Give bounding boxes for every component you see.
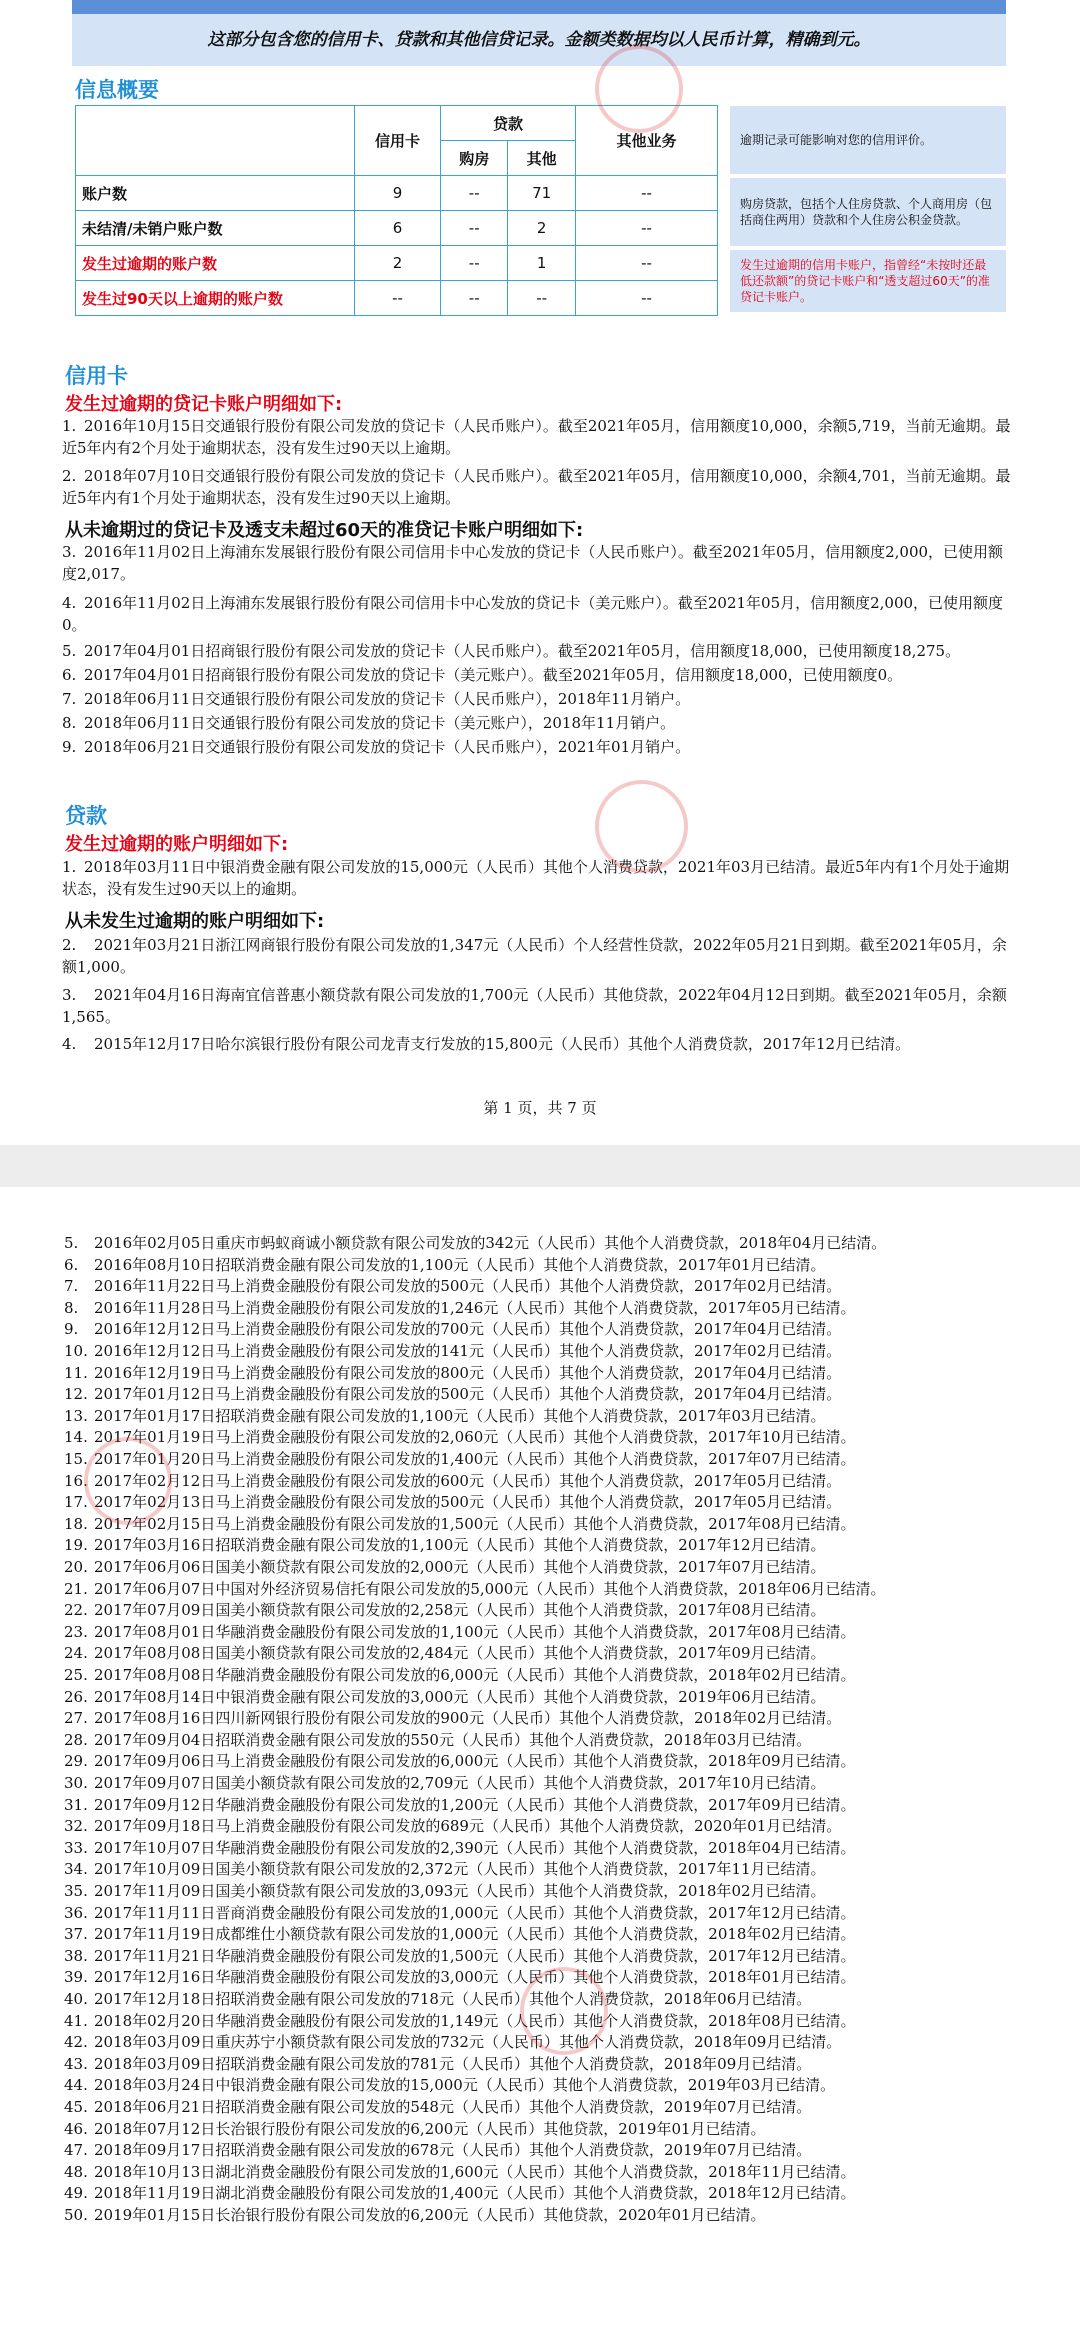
corner-cell (76, 106, 355, 176)
cell-other: 71 (508, 176, 576, 211)
item-text: 2018年06月21日交通银行股份有限公司发放的贷记卡（人民币账户），2021年01月销户。 (84, 738, 691, 756)
list-item (64, 1924, 1044, 1944)
list-item (64, 1643, 1044, 1663)
item-number: 8. (62, 714, 77, 732)
item-number: 21. (64, 1579, 88, 1598)
item-number: 38. (64, 1946, 88, 1965)
loan-section-title: 贷款 (65, 804, 107, 828)
item-text: 2015年12月17日哈尔滨银行股份有限公司龙青支行发放的15,800元（人民币）其他个人消费贷款，2017年12月已结清。 (94, 1035, 911, 1053)
item-number: 32. (64, 1817, 88, 1836)
list-item (64, 1795, 1044, 1815)
item-number: 9. (64, 1320, 79, 1339)
item-number: 36. (64, 1903, 88, 1922)
item-number: 18. (64, 1514, 88, 1533)
item-number: 27. (64, 1709, 88, 1728)
list-item (64, 1881, 1044, 1901)
list-item (64, 1319, 1044, 1339)
list-item (62, 592, 1012, 636)
item-number: 23. (64, 1622, 88, 1641)
list-item (64, 1514, 1044, 1534)
list-item (64, 1708, 1044, 1728)
report-page-2 (0, 1187, 1080, 2340)
cell-cc: 2 (355, 246, 441, 281)
cell-ob: -- (575, 281, 717, 316)
item-text: 2016年02月05日重庆市蚂蚁商诚小额贷款有限公司发放的342元（人民币）其他个人消费贷款，2018年04月已结清。 (94, 1234, 887, 1252)
list-item (62, 1033, 1012, 1055)
report-page-1 (0, 0, 1080, 1145)
item-text: 2018年03月09日招联消费金融有限公司发放的781元（人民币）其他个人消费贷款，2018年09月已结清。 (94, 2054, 812, 2073)
item-number: 1. (62, 858, 77, 876)
cell-other: 1 (508, 246, 576, 281)
cell-house: -- (441, 281, 508, 316)
item-text: 2017年11月09日国美小额贷款有限公司发放的3,093元（人民币）其他个人消费贷款，2018年02月已结清。 (94, 1882, 826, 1900)
item-number: 4. (62, 594, 77, 612)
list-item (64, 2075, 1044, 2095)
list-item (64, 1946, 1044, 1966)
item-number: 5. (64, 1234, 79, 1252)
item-text: 2018年02月20日华融消费金融股份有限公司发放的1,149元（人民币）其他个人消费贷款，2018年08月已结清。 (94, 2011, 856, 2030)
summary-title: 信息概要 (75, 78, 159, 102)
item-text: 2018年06月21日招联消费金融有限公司发放的548元（人民币）其他个人消费贷款，2019年07月已结清。 (94, 2098, 812, 2116)
list-item (64, 1903, 1044, 1923)
list-item (64, 1276, 1044, 1296)
list-item (64, 1816, 1044, 1836)
item-text: 2017年01月20日马上消费金融股份有限公司发放的1,400元（人民币）其他个人消费贷款，2017年07月已结清。 (94, 1450, 856, 1468)
cell-cc: -- (355, 281, 441, 316)
item-text: 2016年12月19日马上消费金融股份有限公司发放的800元（人民币）其他个人消费贷款，2017年04月已结清。 (94, 1363, 842, 1382)
list-item (64, 1298, 1044, 1318)
item-number: 28. (64, 1730, 88, 1749)
item-text: 2016年11月02日上海浦东发展银行股份有限公司信用卡中心发放的贷记卡（美元账户）。截至2021年05月，信用额度2,000，已使用额度0。 (62, 594, 1004, 634)
cell-ob: -- (575, 176, 717, 211)
item-text: 2018年10月13日湖北消费金融股份有限公司发放的1,600元（人民币）其他个人消费贷款，2018年11月已结清。 (94, 2162, 856, 2181)
list-item (62, 688, 1012, 710)
item-number: 45. (64, 2098, 88, 2116)
item-text: 2018年06月11日交通银行股份有限公司发放的贷记卡（美元账户），2018年11月销户。 (84, 714, 676, 732)
item-text: 2016年11月28日马上消费金融股份有限公司发放的1,246元（人民币）其他个人消费贷款，2017年05月已结清。 (94, 1298, 856, 1317)
item-number: 6. (62, 666, 77, 684)
item-text: 2016年12月12日马上消费金融股份有限公司发放的141元（人民币）其他个人消费贷款，2017年02月已结清。 (94, 1342, 842, 1360)
list-item (64, 1384, 1044, 1404)
item-text: 2017年09月06日马上消费金融股份有限公司发放的6,000元（人民币）其他个人消费贷款，2018年09月已结清。 (94, 1752, 856, 1771)
loan-overdue-heading: 发生过逾期的账户明细如下: (65, 834, 289, 855)
item-number: 15. (64, 1450, 88, 1468)
item-number: 11. (64, 1363, 88, 1382)
table-row (76, 211, 718, 246)
list-item (64, 1341, 1044, 1361)
credit-overdue-heading: 发生过逾期的贷记卡账户明细如下: (65, 394, 343, 415)
note-house-loan: 购房贷款，包括个人住房贷款、个人商用房（包括商住两用）贷款和个人住房公积金贷款。 (730, 178, 1006, 246)
item-text: 2017年08月14日中银消费金融有限公司发放的3,000元（人民币）其他个人消费贷款，2019年06月已结清。 (94, 1687, 826, 1706)
list-item (62, 856, 1012, 900)
page-number: 第 1 页，共 7 页 (483, 1099, 597, 1117)
item-text: 2017年02月15日马上消费金融股份有限公司发放的1,500元（人民币）其他个人消费贷款，2017年08月已结清。 (94, 1514, 856, 1533)
list-item (64, 1838, 1044, 1858)
item-text: 2019年01月15日长治银行股份有限公司发放的6,200元（人民币）其他贷款，2020年01月已结清。 (94, 2206, 766, 2224)
table-row (76, 176, 718, 211)
item-text: 2018年06月11日交通银行股份有限公司发放的贷记卡（人民币账户），2018年11月销户。 (84, 690, 691, 708)
item-number: 19. (64, 1536, 88, 1555)
item-number: 49. (64, 2184, 88, 2203)
list-item (64, 1535, 1044, 1555)
item-text: 2017年10月09日国美小额贷款有限公司发放的2,372元（人民币）其他个人消费贷款，2017年11月已结清。 (94, 1860, 826, 1879)
item-text: 2017年11月19日成都维仕小额贷款有限公司发放的1,000元（人民币）其他个人消费贷款，2018年02月已结清。 (94, 1925, 856, 1944)
list-item (64, 1427, 1044, 1447)
summary-table (75, 105, 718, 316)
cell-ob: -- (575, 211, 717, 246)
item-text: 2018年11月19日湖北消费金融股份有限公司发放的1,400元（人民币）其他个人消费贷款，2018年12月已结清。 (94, 2184, 856, 2203)
item-number: 4. (62, 1035, 77, 1053)
item-number: 13. (64, 1406, 88, 1425)
item-text: 2017年03月16日招联消费金融有限公司发放的1,100元（人民币）其他个人消费贷款，2017年12月已结清。 (94, 1536, 826, 1555)
item-text: 2018年03月11日中银消费金融有限公司发放的15,000元（人民币）其他个人消费贷款，2021年03月已结清。最近5年内有1个月处于逾期状态，没有发生过90天以上的逾期。 (62, 858, 1010, 898)
item-text: 2017年08月01日华融消费金融股份有限公司发放的1,100元（人民币）其他个人消费贷款，2017年08月已结清。 (94, 1622, 856, 1641)
row-label: 发生过90天以上逾期的账户数 (76, 281, 355, 316)
item-number: 3. (62, 543, 77, 561)
item-text: 2021年03月21日浙江网商银行股份有限公司发放的1,347元（人民币）个人经营性贷款，2022年05月21日到期。截至2021年05月，余额1,000。 (62, 936, 1007, 976)
credit-normal-heading: 从未逾期过的贷记卡及透支未超过60天的准贷记卡账户明细如下: (65, 520, 584, 541)
item-number: 25. (64, 1666, 88, 1684)
item-text: 2016年11月22日马上消费金融股份有限公司发放的500元（人民币）其他个人消费贷款，2017年02月已结清。 (94, 1277, 842, 1296)
item-number: 17. (64, 1493, 88, 1512)
list-item (64, 1730, 1044, 1750)
list-item (64, 2097, 1044, 2117)
list-item (64, 2205, 1044, 2225)
item-text: 2017年04月01日招商银行股份有限公司发放的贷记卡（人民币账户）。截至2021年05月，信用额度18,000，已使用额度18,275。 (84, 642, 961, 660)
item-number: 33. (64, 1838, 88, 1857)
row-label: 未结清/未销户账户数 (76, 211, 355, 246)
list-item (64, 1233, 1044, 1253)
list-item (62, 664, 1012, 686)
item-text: 2017年07月09日国美小额贷款有限公司发放的2,258元（人民币）其他个人消费贷款，2017年08月已结清。 (94, 1601, 826, 1620)
item-number: 26. (64, 1687, 88, 1706)
item-number: 1. (62, 417, 77, 435)
item-text: 2017年09月07日国美小额贷款有限公司发放的2,709元（人民币）其他个人消费贷款，2017年10月已结清。 (94, 1774, 826, 1792)
item-number: 24. (64, 1644, 88, 1663)
item-number: 9. (62, 738, 77, 756)
item-number: 48. (64, 2162, 88, 2181)
row-label: 账户数 (76, 176, 355, 211)
item-text: 2017年09月12日华融消费金融股份有限公司发放的1,200元（人民币）其他个人消费贷款，2017年09月已结清。 (94, 1795, 856, 1814)
item-text: 2017年11月21日华融消费金融股份有限公司发放的1,500元（人民币）其他个人消费贷款，2017年12月已结清。 (94, 1946, 856, 1965)
page-gap (0, 1145, 1080, 1187)
cell-cc: 6 (355, 211, 441, 246)
item-text: 2017年04月01日招商银行股份有限公司发放的贷记卡（美元账户）。截至2021年05月，信用额度18,000，已使用额度0。 (84, 666, 903, 684)
list-item (64, 1989, 1044, 2009)
list-item (64, 2119, 1044, 2139)
row-label: 发生过逾期的账户数 (76, 246, 355, 281)
list-item (62, 465, 1012, 509)
item-number: 35. (64, 1882, 88, 1900)
loan-normal-heading: 从未发生过逾期的账户明细如下: (65, 911, 325, 932)
item-text: 2017年08月08日国美小额贷款有限公司发放的2,484元（人民币）其他个人消费贷款，2017年09月已结清。 (94, 1644, 826, 1663)
item-number: 7. (64, 1277, 79, 1296)
item-number: 2. (62, 467, 77, 485)
list-item (64, 1406, 1044, 1426)
item-text: 2016年08月10日招联消费金融有限公司发放的1,100元（人民币）其他个人消费贷款，2017年01月已结清。 (94, 1255, 826, 1274)
item-text: 2018年07月12日长治银行股份有限公司发放的6,200元（人民币）其他贷款，2019年01月已结清。 (94, 2119, 766, 2138)
item-number: 16. (64, 1471, 88, 1490)
item-text: 2017年12月18日招联消费金融有限公司发放的718元（人民币）其他个人消费贷款，2018年06月已结清。 (94, 1990, 812, 2008)
item-number: 22. (64, 1601, 88, 1620)
list-item (64, 1492, 1044, 1512)
list-item (64, 1687, 1044, 1707)
list-item (64, 1363, 1044, 1383)
list-item (64, 1471, 1044, 1491)
credit-section-title: 信用卡 (65, 364, 128, 388)
list-item (64, 1773, 1044, 1793)
list-item (64, 2011, 1044, 2031)
list-item (64, 2162, 1044, 2182)
item-number: 20. (64, 1558, 88, 1576)
list-item (64, 1449, 1044, 1469)
item-text: 2017年02月13日马上消费金融股份有限公司发放的500元（人民币）其他个人消费贷款，2017年05月已结清。 (94, 1493, 842, 1512)
cell-cc: 9 (355, 176, 441, 211)
list-item (64, 2032, 1044, 2052)
item-number: 44. (64, 2076, 88, 2095)
list-item (62, 415, 1012, 459)
item-number: 41. (64, 2011, 88, 2030)
list-item (64, 1859, 1044, 1879)
item-number: 37. (64, 1925, 88, 1944)
list-item (62, 984, 1012, 1028)
item-text: 2017年08月16日四川新网银行股份有限公司发放的900元（人民币）其他个人消费贷款，2018年02月已结清。 (94, 1709, 842, 1728)
cell-ob: -- (575, 246, 717, 281)
cell-other: -- (508, 281, 576, 316)
header-other-business: 其他业务 (575, 106, 717, 176)
item-text: 2018年07月10日交通银行股份有限公司发放的贷记卡（人民币账户）。截至2021年05月，信用额度10,000，余额4,701，当前无逾期。最近5年内有1个月处于逾期状态，没有发生过90天以上逾期。 (62, 467, 1011, 507)
item-number: 12. (64, 1385, 88, 1404)
list-item (62, 541, 1012, 585)
section-header-bar (72, 0, 1006, 14)
item-text: 2017年12月16日华融消费金融股份有限公司发放的3,000元（人民币）其他个人消费贷款，2018年01月已结清。 (94, 1968, 856, 1987)
table-row (76, 246, 718, 281)
list-item (62, 712, 1012, 734)
cell-house: -- (441, 211, 508, 246)
list-item (64, 2054, 1044, 2074)
item-number: 5. (62, 642, 77, 660)
item-number: 43. (64, 2054, 88, 2073)
section-banner: 这部分包含您的信用卡、贷款和其他信贷记录。金额类数据均以人民币计算，精确到元。 (72, 14, 1006, 66)
list-item (64, 1665, 1044, 1685)
list-item (64, 1751, 1044, 1771)
item-number: 7. (62, 690, 77, 708)
item-text: 2017年01月17日招联消费金融有限公司发放的1,100元（人民币）其他个人消费贷款，2017年03月已结清。 (94, 1406, 826, 1425)
item-number: 2. (62, 936, 77, 954)
item-text: 2021年04月16日海南宜信普惠小额贷款有限公司发放的1,700元（人民币）其他贷款，2022年04月12日到期。截至2021年05月，余额1,565。 (62, 986, 1007, 1026)
header-house: 购房 (441, 141, 508, 176)
header-loan: 贷款 (441, 106, 576, 141)
item-number: 8. (64, 1298, 79, 1317)
list-item (64, 1600, 1044, 1620)
item-number: 34. (64, 1860, 88, 1879)
item-text: 2017年11月11日晋商消费金融股份有限公司发放的1,000元（人民币）其他个人消费贷款，2017年12月已结清。 (94, 1903, 856, 1922)
list-item (64, 2140, 1044, 2160)
list-item (62, 934, 1012, 978)
item-number: 40. (64, 1990, 88, 2008)
item-number: 42. (64, 2033, 88, 2052)
list-item (64, 2183, 1044, 2203)
list-item (62, 640, 1012, 662)
item-number: 6. (64, 1255, 79, 1274)
cell-house: -- (441, 176, 508, 211)
item-number: 46. (64, 2119, 88, 2138)
item-text: 2017年01月19日马上消费金融股份有限公司发放的2,060元（人民币）其他个人消费贷款，2017年10月已结清。 (94, 1428, 856, 1447)
item-number: 3. (62, 986, 77, 1004)
note-overdue-card: 发生过逾期的信用卡账户，指曾经“未按时还最低还款额”的贷记卡账户和“透支超过60天”的准贷记卡账户。 (730, 250, 1006, 312)
item-number: 30. (64, 1774, 88, 1792)
item-text: 2017年06月06日国美小额贷款有限公司发放的2,000元（人民币）其他个人消费贷款，2017年07月已结清。 (94, 1558, 826, 1576)
item-text: 2016年12月12日马上消费金融股份有限公司发放的700元（人民币）其他个人消费贷款，2017年04月已结清。 (94, 1320, 842, 1339)
item-text: 2016年10月15日交通银行股份有限公司发放的贷记卡（人民币账户）。截至2021年05月，信用额度10,000，余额5,719，当前无逾期。最近5年内有2个月处于逾期状态，没有发生过90天以上逾期。 (62, 417, 1011, 457)
list-item (64, 1557, 1044, 1577)
item-text: 2018年09月17日招联消费金融有限公司发放的678元（人民币）其他个人消费贷款，2019年07月已结清。 (94, 2141, 812, 2160)
cell-house: -- (441, 246, 508, 281)
item-text: 2018年03月24日中银消费金融有限公司发放的15,000元（人民币）其他个人消费贷款，2019年03月已结清。 (94, 2076, 836, 2095)
item-number: 29. (64, 1752, 88, 1771)
list-item (64, 1579, 1044, 1599)
item-text: 2017年10月07日华融消费金融股份有限公司发放的2,390元（人民币）其他个人消费贷款，2018年04月已结清。 (94, 1838, 856, 1857)
item-text: 2017年02月12日马上消费金融股份有限公司发放的600元（人民币）其他个人消费贷款，2017年05月已结清。 (94, 1471, 842, 1490)
item-number: 31. (64, 1795, 88, 1814)
item-number: 47. (64, 2141, 88, 2160)
note-overdue-impact: 逾期记录可能影响对您的信用评价。 (730, 106, 1006, 174)
header-credit-card: 信用卡 (355, 106, 441, 176)
item-text: 2017年06月07日中国对外经济贸易信托有限公司发放的5,000元（人民币）其他个人消费贷款，2018年06月已结清。 (94, 1579, 886, 1598)
item-number: 10. (64, 1342, 88, 1360)
item-text: 2016年11月02日上海浦东发展银行股份有限公司信用卡中心发放的贷记卡（人民币账户）。截至2021年05月，信用额度2,000，已使用额度2,017。 (62, 543, 1004, 583)
item-text: 2017年09月04日招联消费金融有限公司发放的550元（人民币）其他个人消费贷款，2018年03月已结清。 (94, 1730, 812, 1749)
table-row (76, 281, 718, 316)
list-item (64, 1622, 1044, 1642)
header-other: 其他 (508, 141, 576, 176)
item-number: 14. (64, 1428, 88, 1447)
item-number: 50. (64, 2206, 88, 2224)
list-item (64, 1967, 1044, 1987)
item-text: 2017年01月12日马上消费金融股份有限公司发放的500元（人民币）其他个人消费贷款，2017年04月已结清。 (94, 1385, 842, 1404)
list-item (62, 736, 1012, 758)
list-item (64, 1255, 1044, 1275)
item-text: 2017年09月18日马上消费金融股份有限公司发放的689元（人民币）其他个人消费贷款，2020年01月已结清。 (94, 1817, 842, 1836)
cell-other: 2 (508, 211, 576, 246)
item-text: 2018年03月09日重庆苏宁小额贷款有限公司发放的732元（人民币）其他个人消费贷款，2018年09月已结清。 (94, 2033, 842, 2052)
item-text: 2017年08月08日华融消费金融股份有限公司发放的6,000元（人民币）其他个人消费贷款，2018年02月已结清。 (94, 1666, 856, 1684)
item-number: 39. (64, 1968, 88, 1987)
